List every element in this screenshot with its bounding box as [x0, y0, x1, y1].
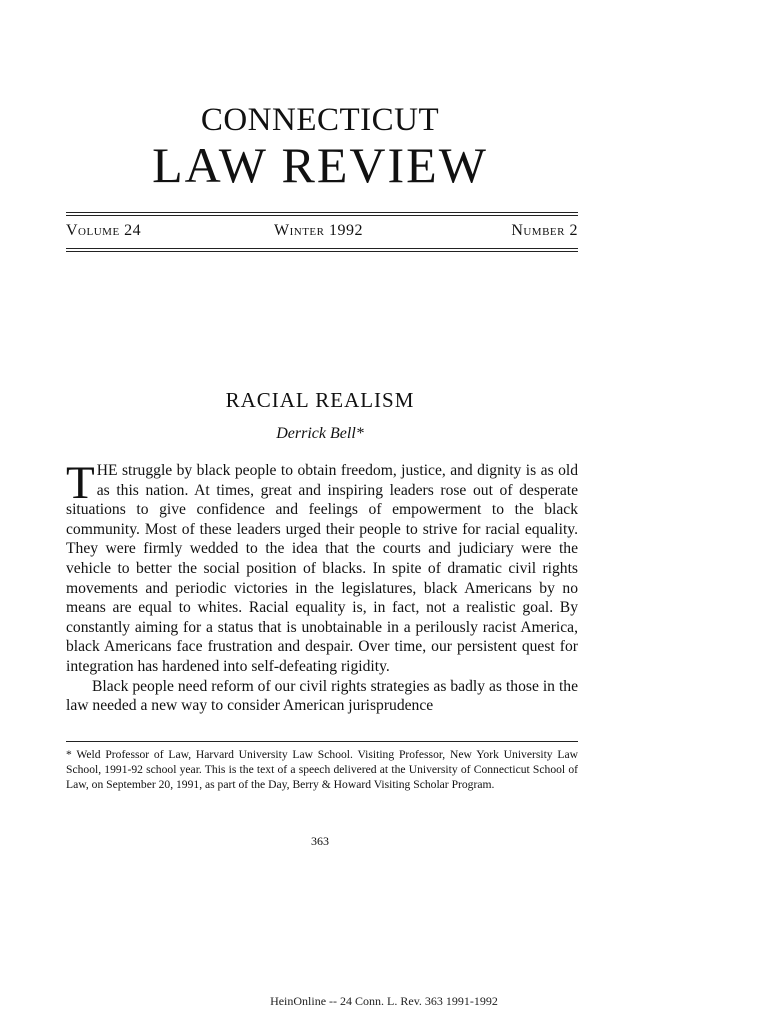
masthead-top-rule [66, 212, 578, 213]
article-body [66, 457, 578, 716]
journal-title: LAW REVIEW [152, 137, 488, 193]
article-author: Derrick Bell* [276, 425, 364, 442]
drop-cap: T [66, 457, 95, 509]
body-paragraph-1 [66, 457, 578, 677]
masthead-top-rule-inner [66, 215, 578, 216]
source-citation: HeinOnline -- 24 Conn. L. Rev. 363 1991-1992 [270, 994, 498, 1008]
masthead-issue-row [66, 222, 578, 242]
lead-word: HE [96, 462, 118, 479]
footnote: * Weld Professor of Law, Harvard University Law School. Visiting Professor, New York University Law School, 1991-92 school year. This is the text of a speech delivered at the University of Connecticut School of Law, on September 20, 1991, as part of the Day, Berry & Howard Visiting Scholar Program. [66, 748, 578, 791]
page-number: 363 [311, 834, 329, 848]
paragraph-1-text: struggle by black people to obtain freedom, justice, and dignity is as old as this nation. At times, great and inspiring leaders rose out of desperate situations to give confidence and feelings of empowerment to the black community. Most of these leaders urged their people to strive for racial equality. They were firmly wedded to the idea that the courts and judiciary were the vehicle to better the social position of blacks. In spite of dramatic civil rights movements and periodic victories in the legislatures, black Americans by no means are equal to whites. Racial equality is, in fact, not a realistic goal. By constantly aiming for a status that is unobtainable in a perilously racist America, black Americans face frustration and despair. Over time, our persistent quest for integration has hardened into self-defeating rigidity. [66, 462, 578, 675]
journal-name: CONNECTICUT [200, 102, 440, 138]
volume-label: Volume 24 [66, 222, 142, 239]
footnote-rule [66, 741, 578, 742]
number-label: Number 2 [511, 222, 578, 239]
masthead-bottom-rule [66, 248, 578, 249]
season-label: Winter 1992 [274, 222, 363, 239]
article-title: RACIAL REALISM [225, 388, 415, 412]
body-paragraph-2: Black people need reform of our civil rights strategies as badly as those in the law needed a new way to consider American jurisprudence [66, 677, 578, 715]
masthead-bottom-rule-inner [66, 251, 578, 252]
